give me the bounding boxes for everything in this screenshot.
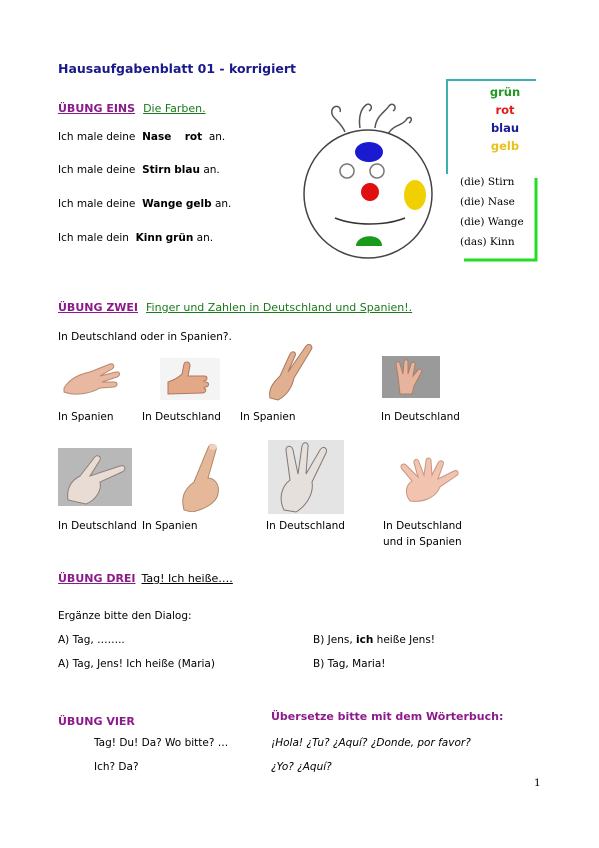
sentence-text: Ich male deine <box>58 198 136 210</box>
vocab-item-nase: (die) Nase <box>460 196 515 208</box>
spanish-phrases-1: ¡Hola! ¿Tu? ¿Aquí? ¿Donde, por favor? <box>271 737 471 749</box>
spanish-phrases-2: ¿Yo? ¿Aquí? <box>271 761 332 773</box>
uebung-vier-heading <box>58 710 135 729</box>
translate-heading: Übersetze bitte mit dem Wörterbuch: <box>271 710 504 723</box>
dialog-a1: A) Tag, …….. <box>58 634 125 646</box>
german-phrases-1: Tag! Du! Da? Wo bitte? … <box>94 737 229 749</box>
dialog-b1-post: heiße Jens! <box>376 634 436 646</box>
hand-image-four-fingers <box>382 356 440 398</box>
sentence-text: Ich male dein <box>58 232 129 244</box>
body-part-word: Wange <box>142 198 183 210</box>
hand-image-victory <box>262 342 320 402</box>
dialog-instruction: Ergänze bitte den Dialog: <box>58 610 192 622</box>
forehead-spot <box>355 142 383 162</box>
body-part-word: Stirn <box>142 164 171 176</box>
dialog-b1-pre: B) Jens, <box>313 634 353 646</box>
label-row2-4b: und in Spanien <box>383 536 462 548</box>
section-label: ÜBUNG DREI <box>58 572 136 585</box>
label-row1-3: In Spanien <box>240 411 296 423</box>
color-word: rot <box>184 131 203 143</box>
body-part-word: Nase <box>142 131 172 143</box>
vocab-item-wange: (die) Wange <box>460 216 524 228</box>
label-row2-1: In Deutschland <box>58 520 137 532</box>
color-word-yellow: gelb <box>490 139 520 153</box>
question-text: In Deutschland oder in Spanien?. <box>58 331 232 343</box>
dialog-b1-bold: ich <box>356 634 374 646</box>
cheek-spot <box>404 180 426 210</box>
sentence-end: an. <box>208 131 226 143</box>
section-subtitle: Tag! Ich heiße…. <box>141 572 233 585</box>
sentence-end: an. <box>203 164 220 176</box>
sentence-stirn <box>58 164 220 176</box>
hand-image-three-fingers <box>268 440 344 514</box>
color-word: blau <box>174 164 200 176</box>
body-part-word: Kinn <box>135 232 163 244</box>
face-drawing <box>290 100 450 265</box>
color-word-green: grün <box>489 85 521 99</box>
color-word-blue: blau <box>490 121 520 135</box>
color-word-red: rot <box>495 103 515 117</box>
uebung-drei-heading <box>58 567 233 586</box>
sentence-nase <box>58 131 225 143</box>
color-word: grün <box>165 232 194 244</box>
hand-image-index-finger <box>172 438 236 512</box>
hand-image-thumbs-up <box>160 358 220 400</box>
dialog-b2: B) Tag, Maria! <box>313 658 386 670</box>
uebung-eins-heading <box>58 97 206 116</box>
color-word-list <box>467 83 543 155</box>
label-row2-2: In Spanien <box>142 520 198 532</box>
section-subtitle: Finger und Zahlen in Deutschland und Spanien!. <box>146 301 413 314</box>
dialog-b1 <box>313 634 435 646</box>
page-number: 1 <box>534 777 541 789</box>
label-row1-1: In Spanien <box>58 411 114 423</box>
sentence-text: Ich male deine <box>58 164 136 176</box>
hand-image-open-palm <box>60 358 122 398</box>
label-row1-4: In Deutschland <box>381 411 460 423</box>
vocab-item-kinn: (das) Kinn <box>460 236 515 248</box>
right-eye <box>370 164 384 178</box>
section-subtitle: Die Farben. <box>143 102 206 115</box>
sentence-end: an. <box>196 232 214 244</box>
label-row1-2: In Deutschland <box>142 411 221 423</box>
sentence-wange <box>58 198 231 210</box>
sentence-kinn <box>58 232 213 244</box>
vocab-item-stirn: (die) Stirn <box>460 176 515 188</box>
hand-image-five-fingers <box>396 455 468 505</box>
sentence-text: Ich male deine <box>58 131 136 143</box>
nose-spot <box>361 183 379 201</box>
label-row2-3: In Deutschland <box>266 520 345 532</box>
section-label: ÜBUNG VIER <box>58 715 135 728</box>
hand-image-thumb-index <box>58 448 132 506</box>
sentence-end: an. <box>214 198 232 210</box>
left-eye <box>340 164 354 178</box>
label-row2-4: In Deutschland <box>383 520 462 532</box>
section-label: ÜBUNG EINS <box>58 102 136 115</box>
color-word: gelb <box>185 198 212 210</box>
section-label: ÜBUNG ZWEI <box>58 301 139 314</box>
german-phrases-2: Ich? Da? <box>94 761 139 773</box>
page-title: Hausaufgabenblatt 01 - korrigiert <box>58 61 297 76</box>
dialog-a2: A) Tag, Jens! Ich heiße (Maria) <box>58 658 215 670</box>
uebung-zwei-heading <box>58 296 412 315</box>
